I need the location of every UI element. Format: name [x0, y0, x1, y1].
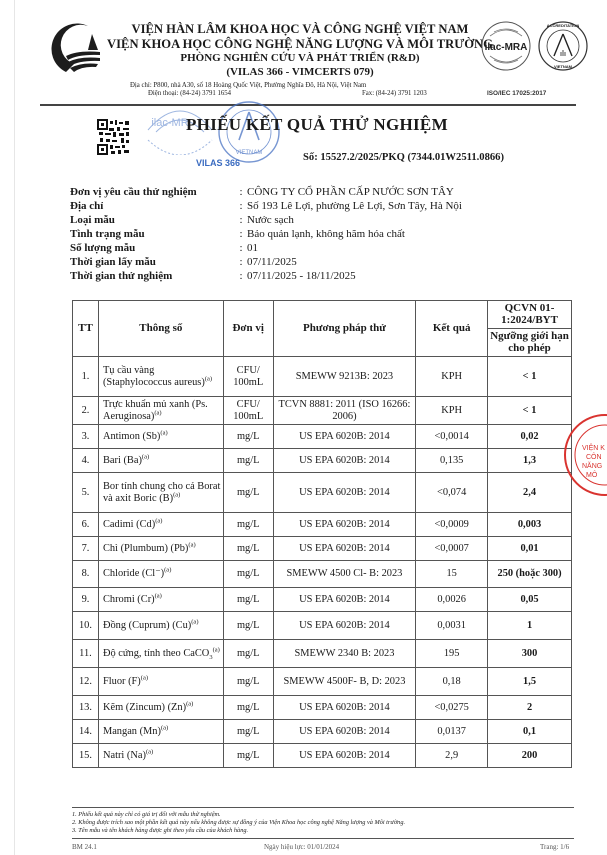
cell-limit: 1,5	[488, 668, 572, 696]
info-row-requester	[70, 185, 570, 199]
cell-method: TCVN 8881: 2011 (ISO 16266: 2006)	[273, 397, 416, 425]
header-academy: VIỆN HÀN LÂM KHOA HỌC VÀ CÔNG NGHỆ VIỆT NAM	[131, 22, 469, 36]
info-value: Nước sạch	[247, 214, 294, 226]
cell-result: <0,074	[416, 473, 488, 513]
cell-result: <0,0014	[416, 425, 488, 449]
cell-result: 0,0031	[416, 612, 488, 640]
cell-tt: 2.	[73, 397, 99, 425]
footer-divider	[72, 807, 574, 808]
cell-unit: mg/L	[223, 588, 273, 612]
cell-result: KPH	[416, 397, 488, 425]
svg-text:ilac-MRA: ilac-MRA	[484, 42, 528, 53]
table-row	[73, 744, 572, 768]
info-label: Tình trạng mẫu	[70, 228, 145, 240]
cell-unit: mg/L	[223, 449, 273, 473]
cell-unit: mg/L	[223, 720, 273, 744]
table-row	[73, 640, 572, 668]
header-method: Phương pháp thử	[273, 301, 416, 357]
footer-note: 2. Không được trích sao một phần kết quả này nếu không được sự đồng ý của Viện Khoa học công nghệ Năng lượng và Môi trường.	[72, 819, 406, 826]
cell-result: <0,0275	[416, 696, 488, 720]
table-row	[73, 561, 572, 588]
header-unit: Đơn vị	[223, 301, 273, 357]
cell-limit: 1	[488, 612, 572, 640]
header-limit: Ngưỡng giới hạn cho phép	[488, 329, 572, 357]
cell-result: KPH	[416, 357, 488, 397]
cell-parameter: Trực khuẩn mủ xanh (Ps. Aeruginosa)$^{(a)}$	[98, 397, 223, 425]
document-title: PHIẾU KẾT QUẢ THỬ NGHIỆM	[186, 115, 448, 134]
cell-limit: 0,003	[488, 513, 572, 537]
info-value: CÔNG TY CỔ PHẦN CẤP NƯỚC SƠN TÂY	[247, 186, 454, 198]
cell-limit: < 1	[488, 357, 572, 397]
cell-limit: 2,4	[488, 473, 572, 513]
table-row	[73, 473, 572, 513]
cell-result: 0,0026	[416, 588, 488, 612]
cell-limit: 0,01	[488, 537, 572, 561]
header-parameter: Thông số	[98, 301, 223, 357]
info-value: 07/11/2025	[247, 256, 297, 268]
cell-result: 2,9	[416, 744, 488, 768]
cell-tt: 14.	[73, 720, 99, 744]
sample-info	[70, 185, 570, 283]
cell-parameter: Tụ cầu vàng (Staphylococcus aureus)$^{(a)}$	[98, 357, 223, 397]
cell-tt: 9.	[73, 588, 99, 612]
table-row	[73, 668, 572, 696]
header-divider	[40, 104, 576, 106]
info-label: Địa chỉ	[70, 200, 104, 212]
info-value: Số 193 Lê Lợi, phường Lê Lợi, Sơn Tây, Hà Nội	[247, 200, 462, 212]
cell-parameter: Độ cứng, tính theo CaCO$_3^{(a)}$	[98, 640, 223, 668]
page-number: Trang: 1/6	[540, 843, 570, 851]
header-fax: Fax: (84-24) 3791 1203	[362, 90, 427, 97]
info-row-address	[70, 199, 570, 213]
ilac-mra-logo-icon	[480, 20, 532, 72]
table-row	[73, 513, 572, 537]
cell-method: SMEWW 4500F- B, D: 2023	[273, 668, 416, 696]
info-colon: :	[239, 214, 243, 226]
cell-tt: 10.	[73, 612, 99, 640]
info-label: Số lượng mẫu	[70, 242, 136, 254]
cell-tt: 4.	[73, 449, 99, 473]
cell-limit: 200	[488, 744, 572, 768]
cell-parameter: Antimon $(Sb)^{(a)}$	[98, 425, 223, 449]
info-value: Bảo quản lạnh, không hãm hóa chất	[247, 228, 405, 240]
cell-limit: 0,1	[488, 720, 572, 744]
cell-result: 15	[416, 561, 488, 588]
cell-unit: CFU/ 100mL	[223, 397, 273, 425]
cell-result: <0,0009	[416, 513, 488, 537]
cell-unit: mg/L	[223, 612, 273, 640]
results-table	[72, 300, 572, 768]
cell-unit: mg/L	[223, 513, 273, 537]
cell-tt: 5.	[73, 473, 99, 513]
svg-text:CÔN: CÔN	[586, 454, 602, 461]
cell-method: US EPA 6020B: 2014	[273, 744, 416, 768]
info-label: Đơn vị yêu cầu thử nghiệm	[70, 186, 197, 198]
info-colon: :	[239, 186, 243, 198]
info-value: 07/11/2025 - 18/11/2025	[247, 270, 356, 282]
info-label: Loại mẫu	[70, 214, 115, 226]
cell-method: SMEWW 9213B: 2023	[273, 357, 416, 397]
cell-limit: 250 (hoặc 300)	[488, 561, 572, 588]
cell-method: US EPA 6020B: 2014	[273, 473, 416, 513]
footer-note: 3. Tên mẫu và tên khách hàng được ghi theo yêu cầu của khách hàng.	[72, 827, 249, 834]
cell-method: SMEWW 2340 B: 2023	[273, 640, 416, 668]
form-code: BM 24.1	[72, 843, 97, 851]
cell-unit: mg/L	[223, 696, 273, 720]
cell-tt: 11.	[73, 640, 99, 668]
cell-method: US EPA 6020B: 2014	[273, 425, 416, 449]
info-colon: :	[239, 256, 243, 268]
cell-parameter: Bari $(Ba)^{(a)}$	[98, 449, 223, 473]
table-row	[73, 425, 572, 449]
info-row-sample-condition	[70, 227, 570, 241]
table-row	[73, 696, 572, 720]
header-standard: QCVN 01-1:2024/BYT	[488, 301, 572, 329]
svg-text:NĂNG: NĂNG	[582, 463, 603, 470]
cell-unit: mg/L	[223, 561, 273, 588]
table-row	[73, 449, 572, 473]
table-row	[73, 720, 572, 744]
cell-unit: mg/L	[223, 425, 273, 449]
cell-method: US EPA 6020B: 2014	[273, 537, 416, 561]
svg-text:ACCREDITATION: ACCREDITATION	[546, 23, 580, 28]
info-row-sampling-date	[70, 255, 570, 269]
cell-tt: 12.	[73, 668, 99, 696]
footer-note: 1. Phiếu kết quả này chỉ có giá trị đối với mẫu thử nghiệm.	[72, 811, 221, 818]
cell-parameter: Đồng (Cuprum) $(Cu)^{(a)}$	[98, 612, 223, 640]
cell-method: US EPA 6020B: 2014	[273, 696, 416, 720]
header-address: Địa chỉ: P800, nhà A30, số 18 Hoàng Quốc Việt, Phường Nghĩa Đô, Hà Nội, Việt Nam	[130, 82, 367, 89]
cell-limit: 0,02	[488, 425, 572, 449]
cell-unit: mg/L	[223, 668, 273, 696]
header-institute: VIỆN KHOA HỌC CÔNG NGHỆ NĂNG LƯỢNG VÀ MÔI TRƯỜNG	[107, 37, 493, 51]
scan-edge	[14, 0, 15, 855]
cell-unit: mg/L	[223, 640, 273, 668]
info-row-sample-count	[70, 241, 570, 255]
document-number: Số: 15527.2/2025/PKQ (7344.01W2511.0866)	[303, 152, 504, 163]
cell-parameter: Kẽm (Zincum) $(Zn)^{(a)}$	[98, 696, 223, 720]
info-colon: :	[239, 270, 243, 282]
effective-date: Ngày hiệu lực: 01/01/2024	[264, 843, 340, 851]
cell-method: US EPA 6020B: 2014	[273, 588, 416, 612]
header-department: PHÒNG NGHIÊN CỨU VÀ PHÁT TRIỂN (R&D)	[180, 52, 420, 64]
cell-limit: 0,05	[488, 588, 572, 612]
cell-result: 0,135	[416, 449, 488, 473]
cell-tt: 7.	[73, 537, 99, 561]
cell-parameter: Cadimi $(Cd)^{(a)}$	[98, 513, 223, 537]
cell-parameter: Chì (Plumbum) $(Pb)^{(a)}$	[98, 537, 223, 561]
svg-text:MÔ: MÔ	[586, 472, 598, 479]
cell-limit: < 1	[488, 397, 572, 425]
table-row	[73, 588, 572, 612]
cell-method: US EPA 6020B: 2014	[273, 513, 416, 537]
table-row	[73, 397, 572, 425]
cell-method: SMEWW 4500 Cl- B: 2023	[273, 561, 416, 588]
cell-limit: 1,3	[488, 449, 572, 473]
info-colon: :	[239, 228, 243, 240]
cell-parameter: Fluor $(F)^{(a)}$	[98, 668, 223, 696]
cell-parameter: Bor tính chung cho cả Borat và axit Boric $(B)^{(a)}$	[98, 473, 223, 513]
svg-text:VIETNAM: VIETNAM	[554, 64, 572, 69]
cell-method: US EPA 6020B: 2014	[273, 720, 416, 744]
header-tt: TT	[73, 301, 99, 357]
cell-parameter: Natri $(Na)^{(a)}$	[98, 744, 223, 768]
info-label: Thời gian thử nghiệm	[70, 270, 173, 282]
info-colon: :	[239, 242, 243, 254]
cell-tt: 1.	[73, 357, 99, 397]
cell-tt: 3.	[73, 425, 99, 449]
cell-tt: 8.	[73, 561, 99, 588]
cell-unit: mg/L	[223, 744, 273, 768]
info-colon: :	[239, 200, 243, 212]
cell-parameter: Chromi $(Cr)^{(a)}$	[98, 588, 223, 612]
header-result: Kết quả	[416, 301, 488, 357]
table-row	[73, 612, 572, 640]
footer-notes	[72, 811, 405, 835]
cell-unit: mg/L	[223, 473, 273, 513]
bureau-accreditation-logo-icon	[537, 20, 589, 72]
cell-limit: 300	[488, 640, 572, 668]
footer-divider-bottom	[72, 838, 574, 839]
info-row-sample-type	[70, 213, 570, 227]
cell-tt: 6.	[73, 513, 99, 537]
cell-parameter: Chloride $(Cl^-)^{(a)}$	[98, 561, 223, 588]
cell-unit: CFU/ 100mL	[223, 357, 273, 397]
cell-unit: mg/L	[223, 537, 273, 561]
svg-text:VIETNAM: VIETNAM	[235, 150, 263, 156]
svg-text:VIỆN K: VIỆN K	[582, 445, 605, 452]
cell-method: US EPA 6020B: 2014	[273, 612, 416, 640]
red-seal-stamp-icon	[560, 410, 607, 500]
cell-result: 0,18	[416, 668, 488, 696]
cell-result: 195	[416, 640, 488, 668]
info-value: 01	[247, 242, 258, 254]
cell-tt: 15.	[73, 744, 99, 768]
header-accreditation: (VILAS 366 - VIMCERTS 079)	[226, 66, 374, 78]
header-phone: Điện thoại: (84-24) 3791 1654	[148, 90, 232, 97]
iso-standard-label: ISO/IEC 17025:2017	[487, 90, 547, 97]
info-row-test-period	[70, 269, 570, 283]
info-label: Thời gian lấy mẫu	[70, 256, 156, 268]
qr-code-icon	[97, 119, 131, 155]
cell-tt: 13.	[73, 696, 99, 720]
cell-result: <0,0007	[416, 537, 488, 561]
cell-result: 0,0137	[416, 720, 488, 744]
cell-method: US EPA 6020B: 2014	[273, 449, 416, 473]
institute-logo-icon	[48, 20, 108, 80]
cell-limit: 2	[488, 696, 572, 720]
table-row	[73, 357, 572, 397]
table-row	[73, 537, 572, 561]
vilas-stamp-label: VILAS 366	[196, 158, 241, 168]
svg-text:ilac-MR: ilac-MR	[151, 117, 189, 129]
cell-parameter: Mangan $(Mn)^{(a)}$	[98, 720, 223, 744]
